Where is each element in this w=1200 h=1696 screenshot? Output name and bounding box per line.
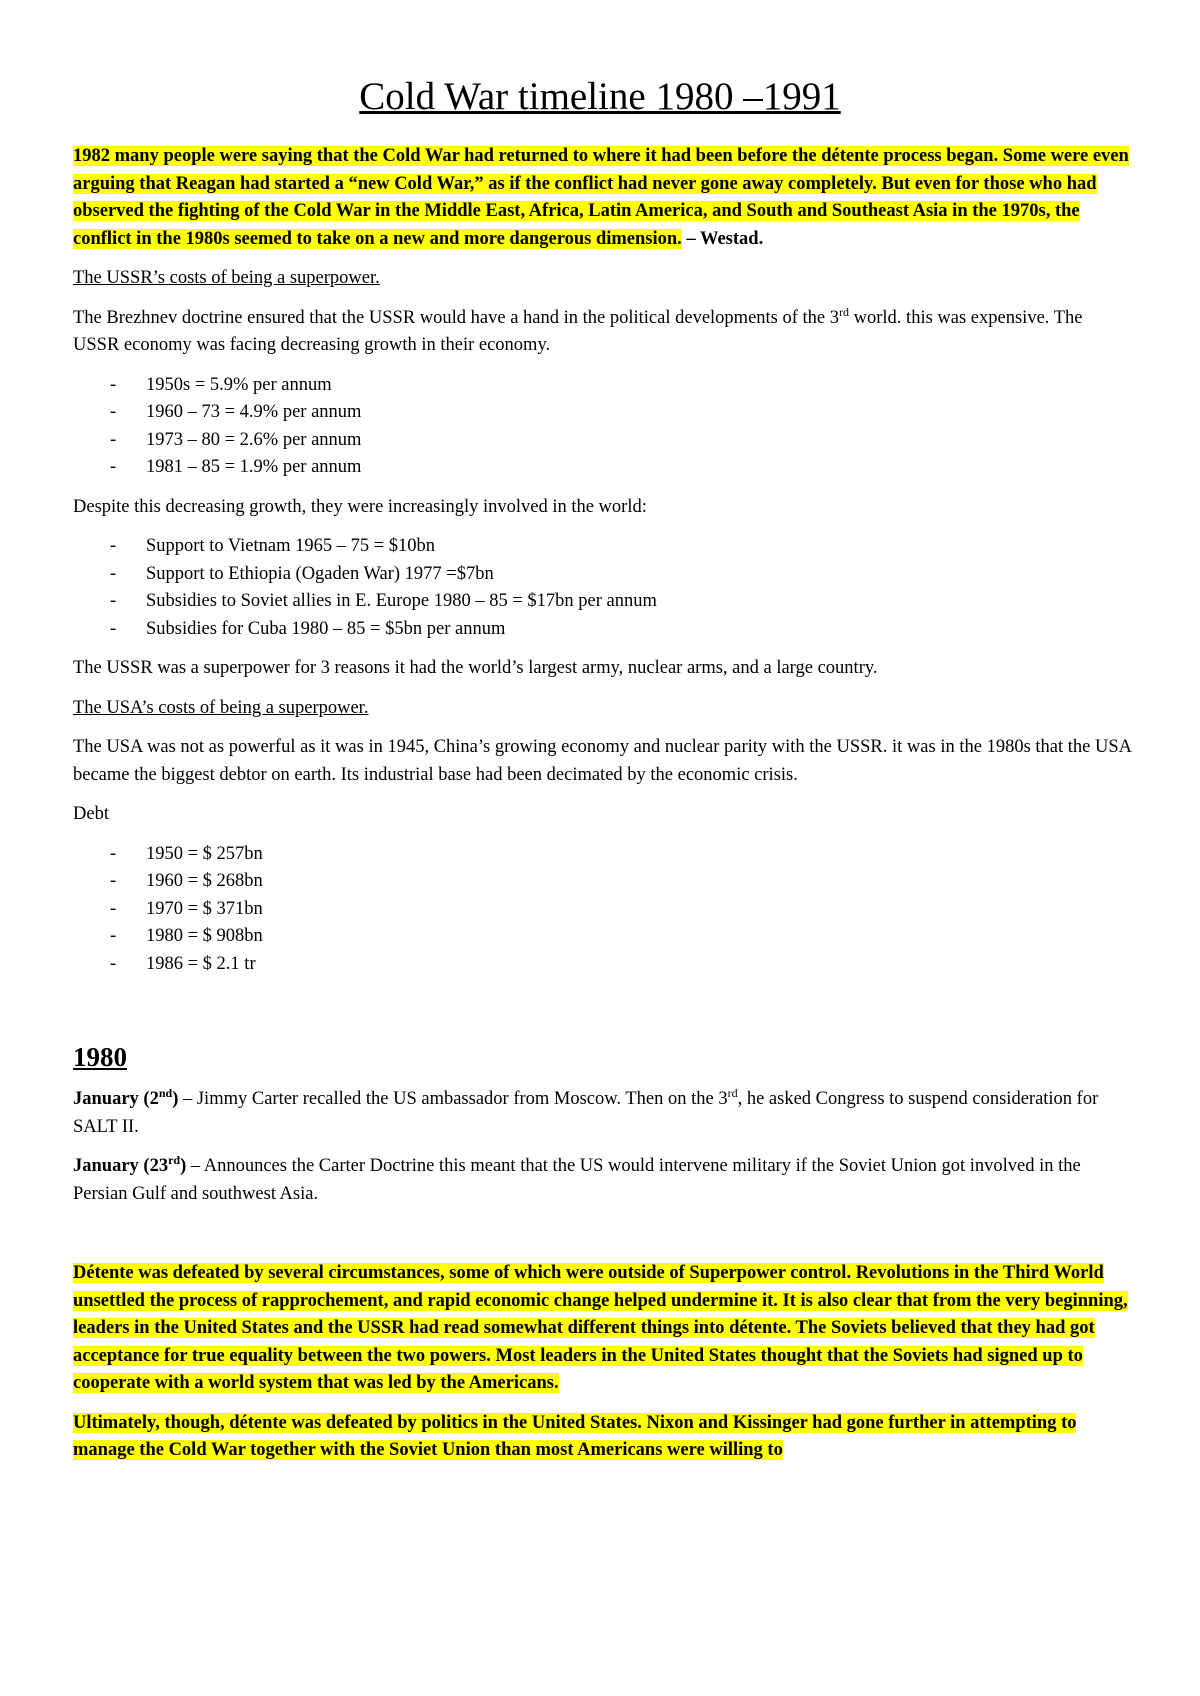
ussr-paragraph-1 (73, 305, 1133, 360)
event-text: – Jimmy Carter recalled the US ambassador from Moscow. Then on the 3 (178, 1089, 728, 1109)
event-text: – Announces the Carter Doctrine this meant that the US would intervene military if the Soviet Union got involved in the Persian Gulf and southwest Asia. (73, 1156, 1081, 1204)
event-january-23 (73, 1153, 1133, 1208)
list-item: - 1980 = $ 908bn (73, 923, 1133, 951)
event-date-sup: nd (158, 1085, 173, 1100)
intro-highlight: 1982 many people were saying that the Cold War had returned to where it had been before the détente process began. Some were even arguing that Reagan had started a “new Cold War,” as if the conflict had never gone away completely. But even for those who had observed the fighting of the Cold War in the Middle East, Africa, Latin America, and South and Southeast Asia in the 1970s, the conflict in the 1980s seemed to take on a new and more dangerous dimension. (73, 146, 1129, 249)
event-date-sup: rd (168, 1152, 181, 1167)
list-item: - 1986 = $ 2.1 tr (73, 951, 1133, 979)
ussr-p1-sup: rd (839, 304, 850, 319)
usa-paragraph-1: The USA was not as powerful as it was in 1945, China’s growing economy and nuclear parity with the USSR. it was in the 1980s that the USA became the biggest debtor on earth. Its industrial base had been decimated by the economic crisis. (73, 737, 1131, 785)
event-date-text: January (2 (73, 1089, 159, 1109)
list-item: - Support to Ethiopia (Ogaden War) 1977 =$7bn (73, 561, 1133, 589)
ussr-growth-list (73, 372, 1133, 482)
list-item: - 1960 – 73 = 4.9% per annum (73, 399, 1133, 427)
usa-heading: The USA’s costs of being a superpower. (73, 697, 369, 718)
ussr-paragraph-3: The USSR was a superpower for 3 reasons it had the world’s largest army, nuclear arms, and a large country. (73, 658, 878, 678)
list-item: - Subsidies for Cuba 1980 – 85 = $5bn per annum (73, 616, 1133, 644)
list-item: - 1950s = 5.9% per annum (73, 372, 1133, 400)
event-january-2 (73, 1086, 1133, 1141)
list-item: - 1970 = $ 371bn (73, 896, 1133, 924)
quote-highlight: Détente was defeated by several circumstances, some of which were outside of Superpower control. Revolutions in the Third World unsettled the process of rapprochement, and rapid economic change helped undermine it. It is also clear that from the very beginning, leaders in the United States and the USSR had read somewhat different things into détente. The Soviets believed that they had got acceptance for true equality between the two powers. Most leaders in the United States thought that the Soviets had signed up to cooperate with a world system that was led by the Americans. (73, 1263, 1128, 1393)
debt-label: Debt (73, 804, 109, 824)
detente-quote-2 (73, 1410, 1133, 1465)
document-body (73, 143, 1133, 1465)
usa-debt-list (73, 841, 1133, 979)
list-item: - 1950 = $ 257bn (73, 841, 1133, 869)
event-date-text: January (23 (73, 1156, 169, 1176)
ussr-p1-text: The Brezhnev doctrine ensured that the USSR would have a hand in the political developments of the 3 (73, 307, 840, 328)
event-date (73, 1085, 179, 1109)
event-date-close: ) (180, 1156, 187, 1176)
list-item: - Support to Vietnam 1965 – 75 = $10bn (73, 533, 1133, 561)
event-date (73, 1152, 187, 1176)
list-item: - Subsidies to Soviet allies in E. Europe 1980 – 85 = $17bn per annum (73, 588, 1133, 616)
event-text-sup: rd (727, 1085, 738, 1100)
ussr-paragraph-2: Despite this decreasing growth, they were increasingly involved in the world: (73, 496, 647, 517)
intro-attribution: – Westad. (681, 228, 764, 249)
ussr-spending-list (73, 533, 1133, 643)
list-item: - 1973 – 80 = 2.6% per annum (73, 427, 1133, 455)
event-date-close: ) (172, 1089, 179, 1109)
page-title: Cold War timeline 1980 –1991 (359, 75, 841, 118)
list-item: - 1960 = $ 268bn (73, 868, 1133, 896)
detente-quote-1 (73, 1260, 1133, 1398)
ussr-p1-text-cont: world. this was expensive. The USSR economy was facing decreasing growth in their economy. (73, 307, 1083, 355)
westad-quote-intro (73, 143, 1133, 253)
event-text-cont: , he asked Congress to suspend consideration for SALT II. (73, 1089, 1099, 1137)
ussr-heading: The USSR’s costs of being a superpower. (73, 268, 380, 288)
year-heading-1980: 1980 (73, 1042, 127, 1072)
quote-highlight: Ultimately, though, détente was defeated by politics in the United States. Nixon and Kissinger had gone further in attempting to manage the Cold War together with the Soviet Union than most Americans were willing to (73, 1412, 1077, 1460)
list-item: - 1981 – 85 = 1.9% per annum (73, 454, 1133, 482)
